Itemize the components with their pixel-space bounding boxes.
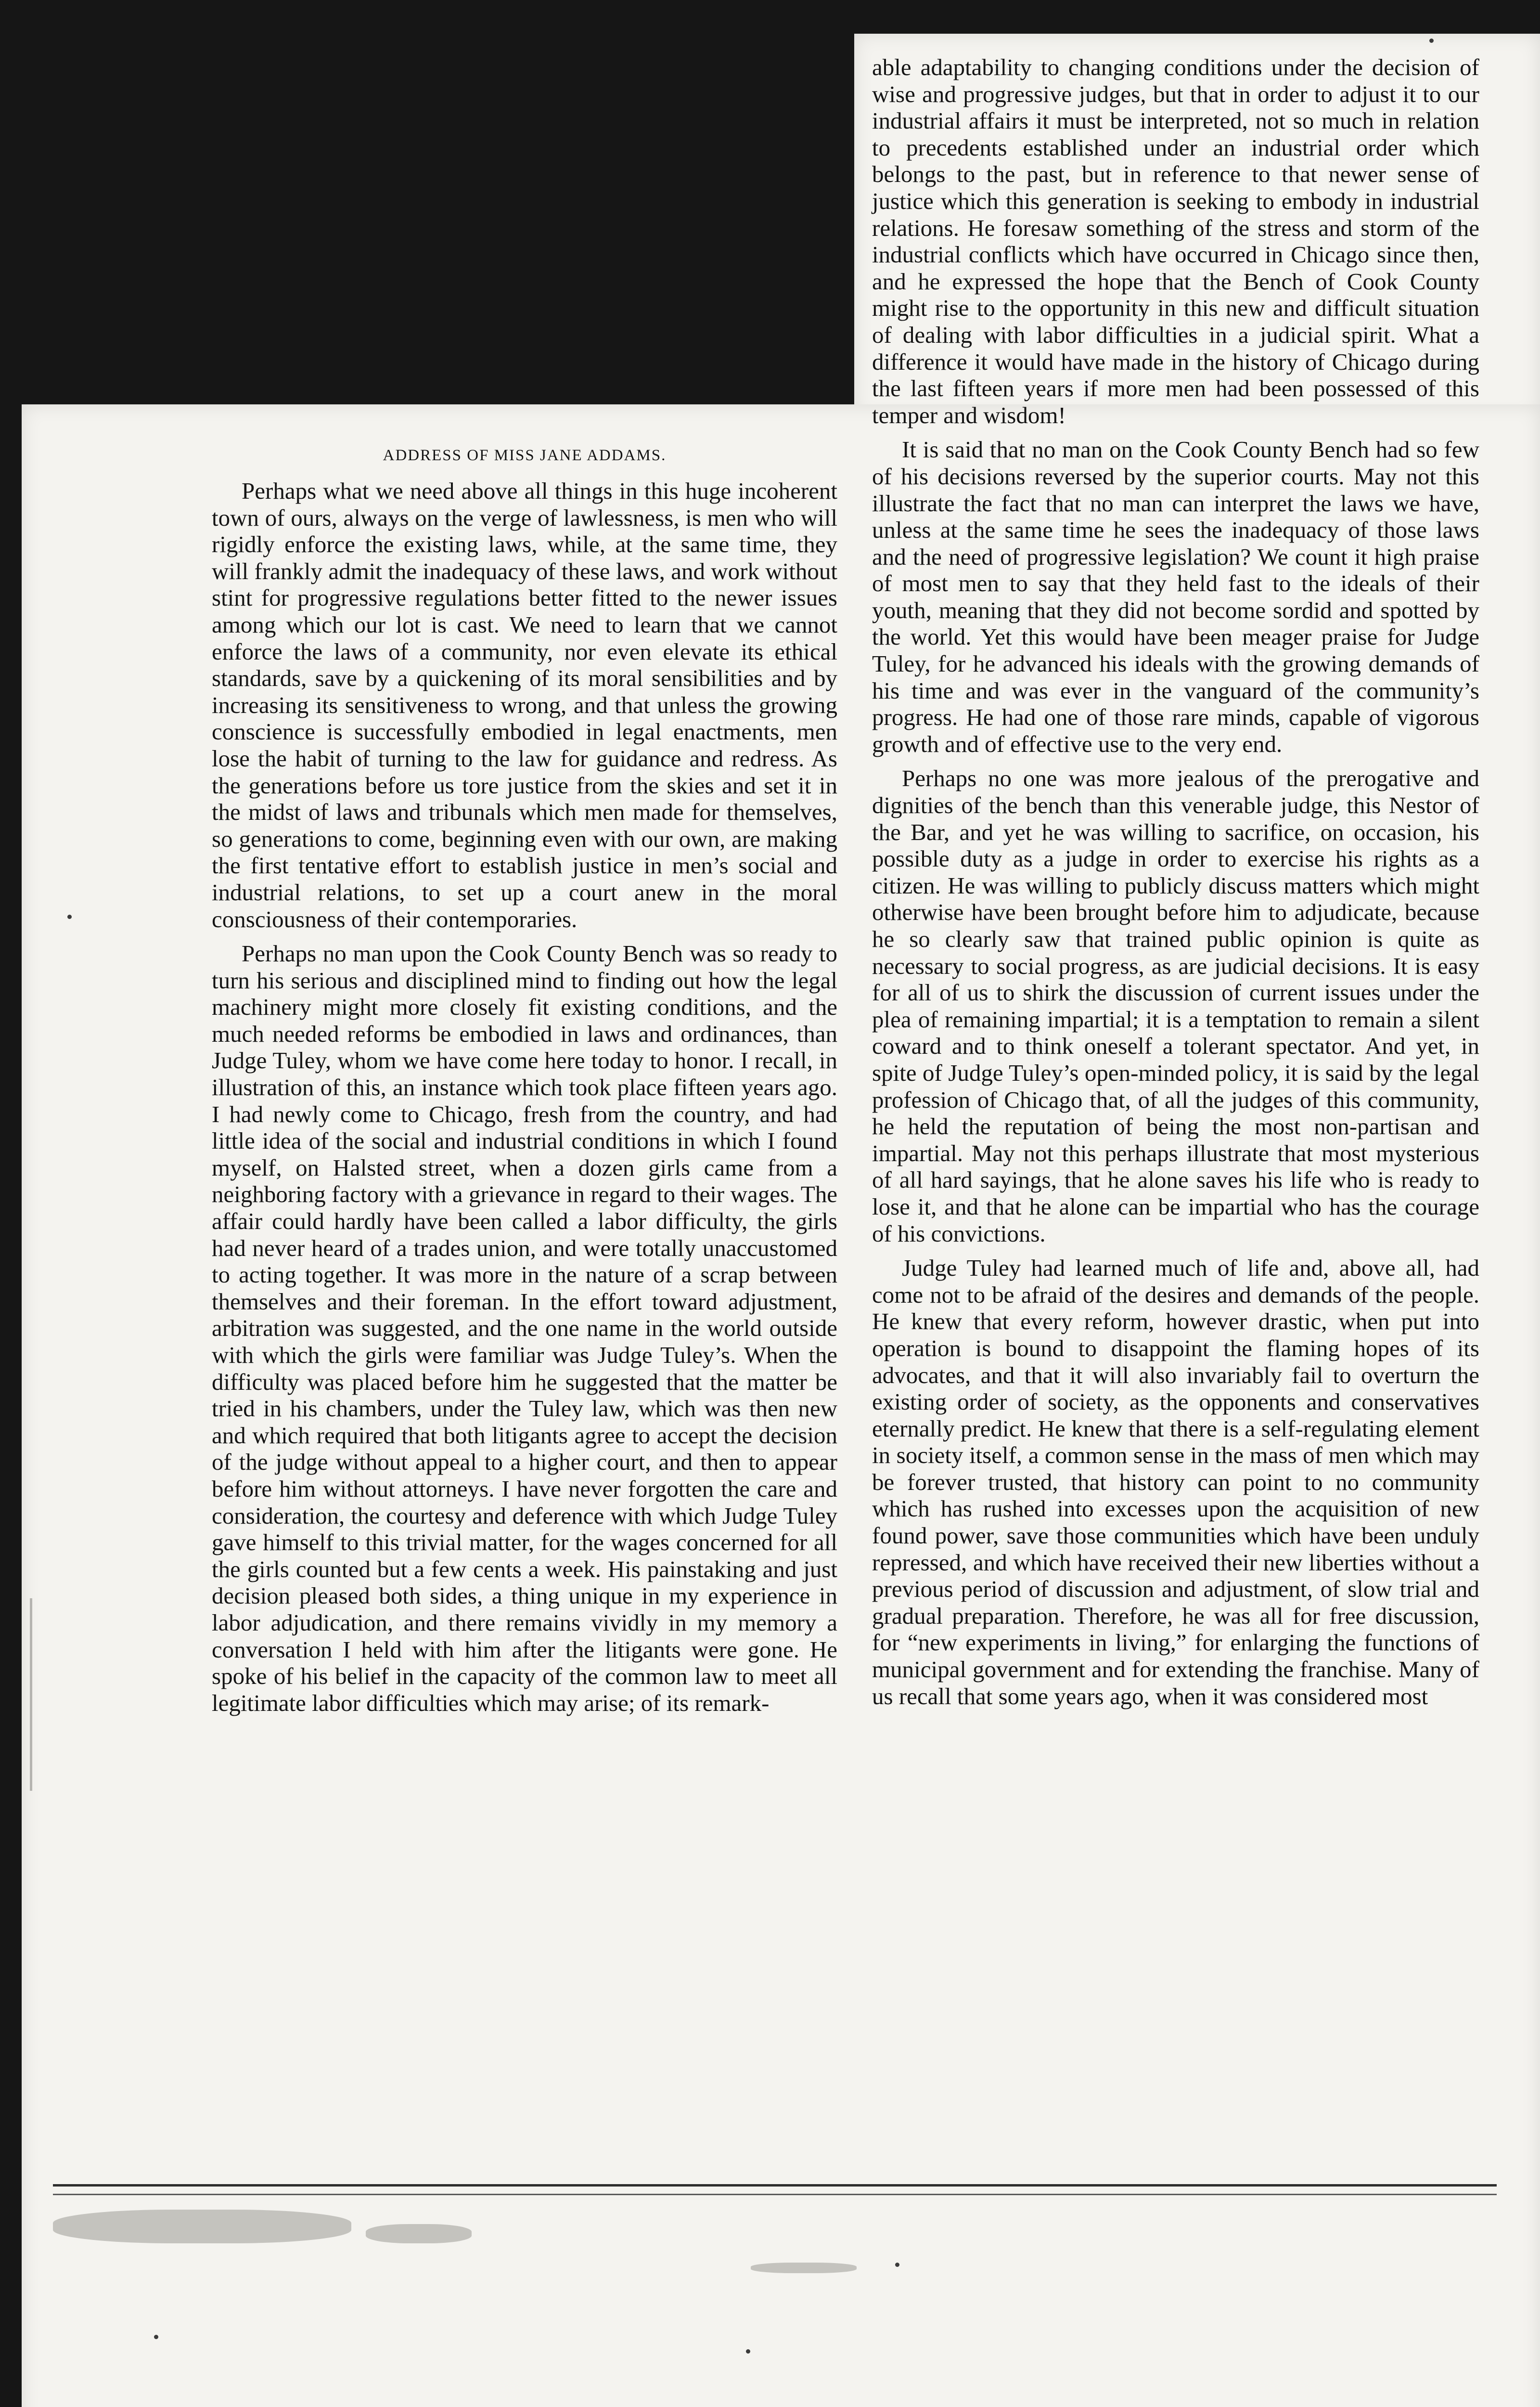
right-column (872, 54, 1479, 1717)
paragraph: able adaptability to changing conditions under the decision of wise and progressive judges, but that in order to adjust it to our industrial affairs it must be interpreted, not so much in relation to precedents established under an industrial order which belongs to the past, but in reference to that newer sense of justice which this generation is seeking to embody in industrial relations. He foresaw something of the stress and storm of the industrial conflicts which have occurred in Chicago since then, and he expressed the hope that the Bench of Cook County might rise to the opportunity in this new and difficult situation of dealing with labor difficulties in a judicial spirit. What a difference it would have made in the history of Chicago during the last fifteen years if more men had been possessed of this temper and wisdom! (872, 54, 1479, 428)
print-smudge (53, 2210, 351, 2243)
dust-speck (154, 2335, 158, 2339)
paragraph: Perhaps no man upon the Cook County Bench was so ready to turn his serious and disciplined mind to finding out how the legal machinery might more closely fit existing conditions, and the much needed reforms be embodied in laws and ordinances, than Judge Tuley, whom we have come here today to honor. I recall, in illustration of this, an instance which took place fifteen years ago. I had newly come to Chicago, fresh from the country, and had little idea of the social and industrial conditions in which I found myself, on Halsted street, when a dozen girls came from a neighboring factory with a grievance in regard to their wages. The affair could hardly have been called a labor difficulty, the girls had never heard of a trades union, and were totally unaccustomed to acting together. It was more in the nature of a scrap between themselves and their foreman. In the effort toward adjustment, arbitration was suggested, and the one name in the world outside with which the girls were familiar was Judge Tuley’s. When the difficulty was placed before him he suggested that the matter be tried in his chambers, under the Tuley law, which was then new and which required that both litigants agree to accept the decision of the judge without appeal to a higher court, and then to appear before him without attorneys. I have never forgotten the care and consideration, the courtesy and deference with which Judge Tuley gave himself to this trivial matter, for the wages concerned for all the girls counted but a few cents a week. His painstaking and just decision pleased both sides, a thing unique in my experience in labor adjudication, and there remains vividly in my memory a conversation I held with him after the litigants were gone. He spoke of his belief in the capacity of the common law to meet all legitimate labor difficulties which may arise; of its remark- (212, 940, 837, 1716)
margin-mark (30, 1598, 32, 1791)
paragraph: Perhaps no one was more jealous of the prerogative and dignities of the bench than this venerable judge, this Nestor of the Bar, and yet he was willing to sacrifice, on occasion, his possible duty as a judge in order to exercise his rights as a citizen. He was willing to publicly discuss matters which might otherwise have been brought before him to adjudicate, because he so clearly saw that trained public opinion is quite as necessary to social progress, as are judicial decisions. It is easy for all of us to shirk the discussion of current issues under the plea of remaining impartial; it is a temptation to remain a silent coward and to think oneself a tolerant spectator. And yet, in spite of Judge Tuley’s open-minded policy, it is said by the legal profession of Chicago that, of all the judges of this community, he held the reputation of being the most non-partisan and impartial. May not this perhaps illustrate that most mysterious of all hard sayings, that he alone saves his life who is ready to lose it, and that he alone can be impartial who has the courage of his convictions. (872, 765, 1479, 1247)
dust-speck (895, 2263, 899, 2267)
left-column (212, 447, 837, 1724)
paragraph: Perhaps what we need above all things in this huge incoherent town of ours, always on the verge of lawlessness, is men who will rigidly enforce the existing laws, while, at the same time, they will frankly admit the inadequacy of these laws, and work without stint for progressive regulations better fitted to the newer issues among which our lot is cast. We need to learn that we cannot enforce the laws of a community, nor even elevate its ethical standards, save by a quickening of its moral sensibilities and by increasing its sensitiveness to wrong, and that unless the growing conscience is successfully embodied in legal enactments, men lose the habit of turning to the law for guidance and redress. As the generations before us tore justice from the skies and set it in the midst of laws and tribunals which men made for themselves, so generations to come, beginning even with our own, are making the first tentative effort to establish justice in men’s social and industrial relations, to set up a court anew in the moral consciousness of their contemporaries. (212, 478, 837, 932)
print-smudge (751, 2263, 857, 2273)
paragraph: It is said that no man on the Cook County Bench had so few of his decisions reversed by the superior courts. May not this illustrate the fact that no man can interpret the laws we have, unless at the same time he sees the inadequacy of those laws and the need of progressive legislation? We count it high praise of most men to say that they held fast to the ideals of their youth, meaning that they did not become sordid and spotted by the world. Yet this would have been meager praise for Judge Tuley, for he advanced his ideals with the growing demands of his time and was ever in the vanguard of the community’s progress. He had one of those rare minds, capable of vigorous growth and of effective use to the very end. (872, 436, 1479, 757)
footer-rule-thin (53, 2194, 1497, 2195)
dust-speck (746, 2349, 750, 2354)
footer-rule (53, 2184, 1497, 2187)
dust-speck (67, 915, 72, 919)
dust-speck (1429, 39, 1434, 43)
print-smudge (366, 2224, 472, 2243)
article-heading: ADDRESS OF MISS JANE ADDAMS. (383, 447, 667, 464)
paragraph: Judge Tuley had learned much of life and, above all, had come not to be afraid of the desires and demands of the people. He knew that every reform, however drastic, when put into operation is bound to disappoint the flaming hopes of its advocates, and that it will also invariably fail to overturn the existing order of society, as the opponents and conservatives eternally predict. He knew that there is a self-regulating element in society itself, a common sense in the mass of men which may be forever trusted, that history can point to no community which has rushed into excesses upon the acquisition of new found power, save those communities which have been unduly repressed, and which have received their new liberties without a previous period of discussion and adjustment, of slow trial and gradual preparation. Therefore, he was all for free discussion, for “new experiments in living,” for enlarging the functions of municipal government and for extending the franchise. Many of us recall that some years ago, when it was considered most (872, 1255, 1479, 1709)
